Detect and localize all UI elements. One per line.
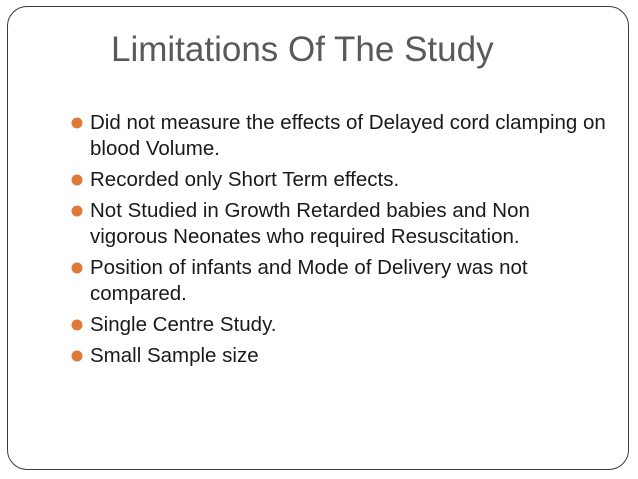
bullet-list [0, 110, 610, 374]
bullet-item [0, 255, 610, 307]
slide-title: Limitations Of The Study [111, 30, 494, 69]
bullet-item [0, 312, 610, 338]
bullet-text: Recorded only Short Term effects. [90, 168, 400, 191]
bullet-text: Not Studied in Growth Retarded babies and Non vigorous Neonates who required Resuscitation. [90, 199, 530, 248]
bullet-text: Did not measure the effects of Delayed cord clamping on blood Volume. [90, 111, 606, 160]
bullet-item [0, 343, 610, 369]
bullet-text: Single Centre Study. [90, 313, 277, 336]
bullet-item [0, 198, 610, 250]
bullet-text: Position of infants and Mode of Delivery was not compared. [90, 256, 528, 305]
bullet-item [0, 110, 610, 162]
bullet-text: Small Sample size [90, 344, 259, 367]
bullet-item [0, 167, 610, 193]
